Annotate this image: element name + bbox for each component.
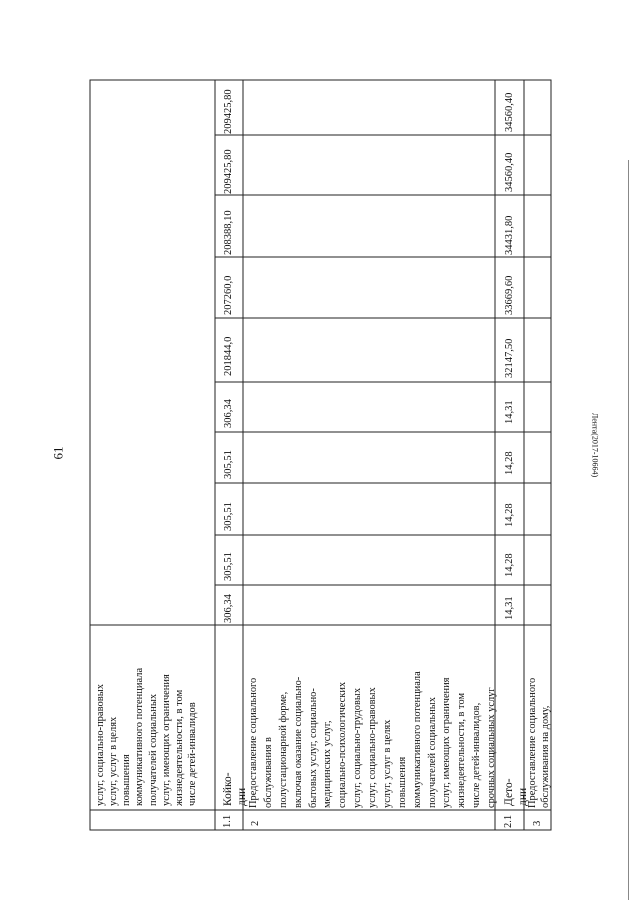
row-3-label-cell bbox=[495, 625, 530, 810]
row-2-label: Предоставление социального обслуживания в полустационарной форме, включая оказание социально- бытовых услуг, социально- медицинских услуг, социально-психологических услуг, социально-трудовых услуг, социально-правовых услуг, услуг в целях повышения коммуникативного потенциала получателей социальных услуг, имеющих ограничения жизнедеятельности, в том числе детей-инвалидов, срочных социальных услуг bbox=[248, 671, 497, 808]
row-2-label-cell bbox=[243, 625, 495, 810]
row-3-value-4: 14,28 bbox=[504, 451, 515, 475]
row-0-label-cell bbox=[92, 628, 214, 808]
row-1-value-4: 305,51 bbox=[223, 450, 234, 479]
row-1-value-9: 209425,80 bbox=[223, 149, 234, 194]
row-3-label: Дето-дни bbox=[503, 778, 530, 806]
row-1-no: 1.1 bbox=[222, 814, 233, 828]
row-1-value-5: 306,34 bbox=[223, 399, 234, 428]
row-4-label: Предоставление социального обслуживания на дому, bbox=[527, 677, 551, 808]
row-2-no: 2 bbox=[250, 820, 261, 826]
row-1-value-3: 305,51 bbox=[223, 502, 234, 531]
row-3-value-5: 14,31 bbox=[504, 400, 515, 424]
row-4-no: 3 bbox=[532, 820, 543, 826]
row-2-no-cell bbox=[243, 810, 495, 830]
row-3-value-2: 14,28 bbox=[504, 553, 515, 577]
row-1-value-1: 306,34 bbox=[223, 594, 234, 623]
row-3-value-10: 34560,40 bbox=[504, 92, 515, 132]
row-4-no-cell bbox=[524, 810, 551, 830]
row-3-value-6: 32147,50 bbox=[504, 338, 515, 378]
row-1-label-cell bbox=[215, 625, 249, 810]
row-1-value-10: 209425,80 bbox=[223, 89, 234, 134]
row-3-value-9: 34560,40 bbox=[504, 152, 515, 192]
row-4-label-cell bbox=[524, 625, 551, 810]
row-3-value-3: 14,28 bbox=[504, 503, 515, 527]
row-1-value-7: 207260,0 bbox=[223, 275, 234, 315]
row-1-no-cell bbox=[215, 810, 243, 830]
row-3-no: 2.1 bbox=[503, 814, 514, 828]
row-3-value-7: 33669,60 bbox=[504, 275, 515, 315]
row-3-value-8: 34431,80 bbox=[504, 215, 515, 255]
row-1-value-8: 208388,10 bbox=[223, 210, 234, 255]
page-number: 61 bbox=[50, 446, 66, 460]
row-3-value-1: 14,31 bbox=[504, 596, 515, 620]
row-1-value-6: 201844,0 bbox=[223, 336, 234, 376]
footer-code: Лента(2017-10664) bbox=[590, 412, 600, 478]
row-1-label: Койко-дни bbox=[222, 772, 249, 806]
row-3-no-cell bbox=[495, 810, 524, 830]
row-0-label: услуг, социально-правовых услуг, услуг в целях повышения коммуникативного потенциала получателей социальных услуг, имеющих ограничения жизнедеятельности, в том числе детей-инвалидов bbox=[95, 667, 198, 806]
row-1-value-2: 305,51 bbox=[223, 552, 234, 581]
